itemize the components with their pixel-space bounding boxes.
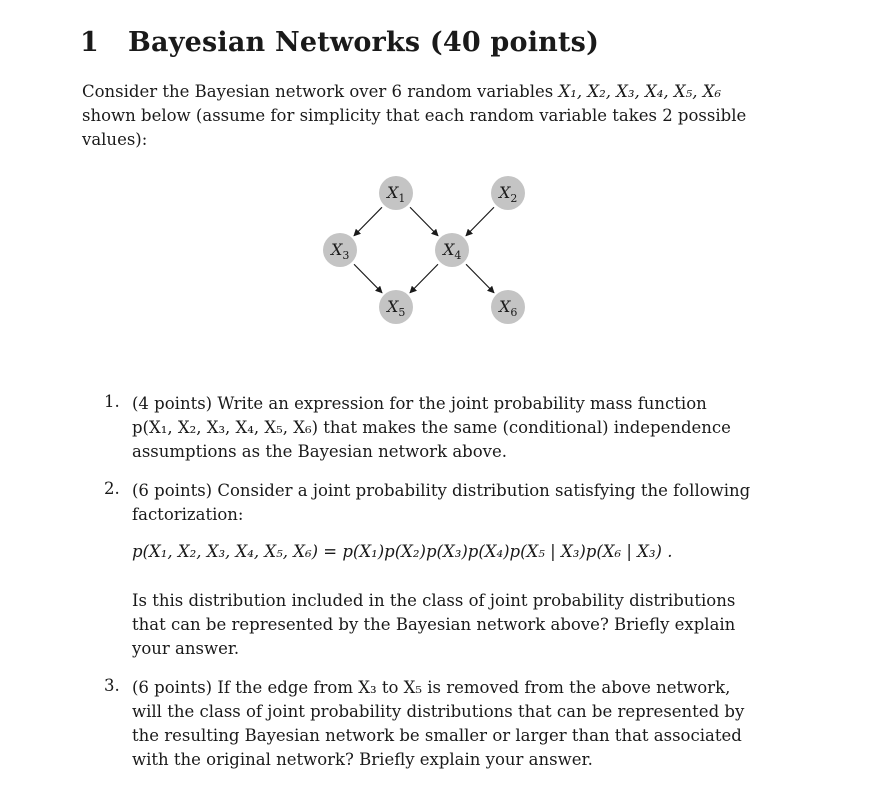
question-2 [132, 479, 766, 527]
question-2-followup-line-2: that can be represented by the Bayesian network above? Briefly explain [132, 615, 736, 634]
edge-x2-to-x4 [466, 207, 494, 235]
node-label: $X_2$ [499, 183, 518, 205]
intro-text: Consider the Bayesian network over 6 random variables [82, 82, 559, 101]
question-2-number: 2. [104, 479, 120, 498]
question-3-line-2: will the class of joint probability distributions that can be represented by [132, 702, 745, 721]
question-2-line-1: (6 points) Consider a joint probability distribution satisfying the following [132, 481, 751, 500]
factorization-equation: p(X₁, X₂, X₃, X₄, X₅, X₆) = p(X₁)p(X₂)p(X₃)p(X₄)p(X₅ | X₃)p(X₆ | X₃) . [132, 542, 673, 561]
node-label: $X_5$ [387, 297, 406, 319]
question-3-number: 3. [104, 676, 120, 695]
question-2-line-2: factorization: [132, 505, 244, 524]
edge-x4-to-x6 [466, 264, 494, 292]
node-x5 [379, 290, 413, 324]
question-3-line-1: (6 points) If the edge from X₃ to X₅ is removed from the above network, [132, 678, 731, 697]
intro-line-2: shown below (assume for simplicity that each random variable takes 2 possible [82, 106, 747, 125]
question-2-followup-line-3: your answer. [132, 639, 240, 658]
question-3-line-3: the resulting Bayesian network be smaller or larger than that associated [132, 726, 742, 745]
intro-variables: X₁, X₂, X₃, X₄, X₅, X₆ [558, 82, 722, 101]
question-1-number: 1. [104, 392, 120, 411]
question-1-line-2: p(X₁, X₂, X₃, X₄, X₅, X₆) that makes the same (conditional) independence [132, 418, 731, 437]
node-label: $X_3$ [331, 240, 350, 262]
node-x6 [491, 290, 525, 324]
node-label: $X_4$ [443, 240, 462, 262]
question-1-line-1: (4 points) Write an expression for the joint probability mass function [132, 394, 707, 413]
node-x4 [435, 233, 469, 267]
question-2-followup [132, 589, 766, 661]
node-x2 [491, 176, 525, 210]
section-number: 1 [80, 27, 99, 58]
question-3-line-4: with the original network? Briefly explain your answer. [132, 750, 593, 769]
section-title: Bayesian Networks (40 points) [128, 27, 600, 58]
question-1 [132, 392, 766, 464]
network-nodes [323, 176, 525, 324]
edge-x1-to-x3 [354, 207, 382, 235]
edge-x3-to-x5 [354, 264, 382, 292]
question-3 [132, 676, 766, 772]
edge-x1-to-x4 [410, 207, 438, 235]
node-x1 [379, 176, 413, 210]
node-label: $X_1$ [387, 183, 406, 205]
node-label: $X_6$ [499, 297, 518, 319]
edge-x4-to-x5 [410, 264, 438, 292]
network-edges [354, 207, 494, 292]
node-x3 [323, 233, 357, 267]
question-2-followup-line-1: Is this distribution included in the class of joint probability distributions [132, 591, 736, 610]
intro-line-3: values): [82, 130, 148, 149]
question-1-line-3: assumptions as the Bayesian network above. [132, 442, 507, 461]
